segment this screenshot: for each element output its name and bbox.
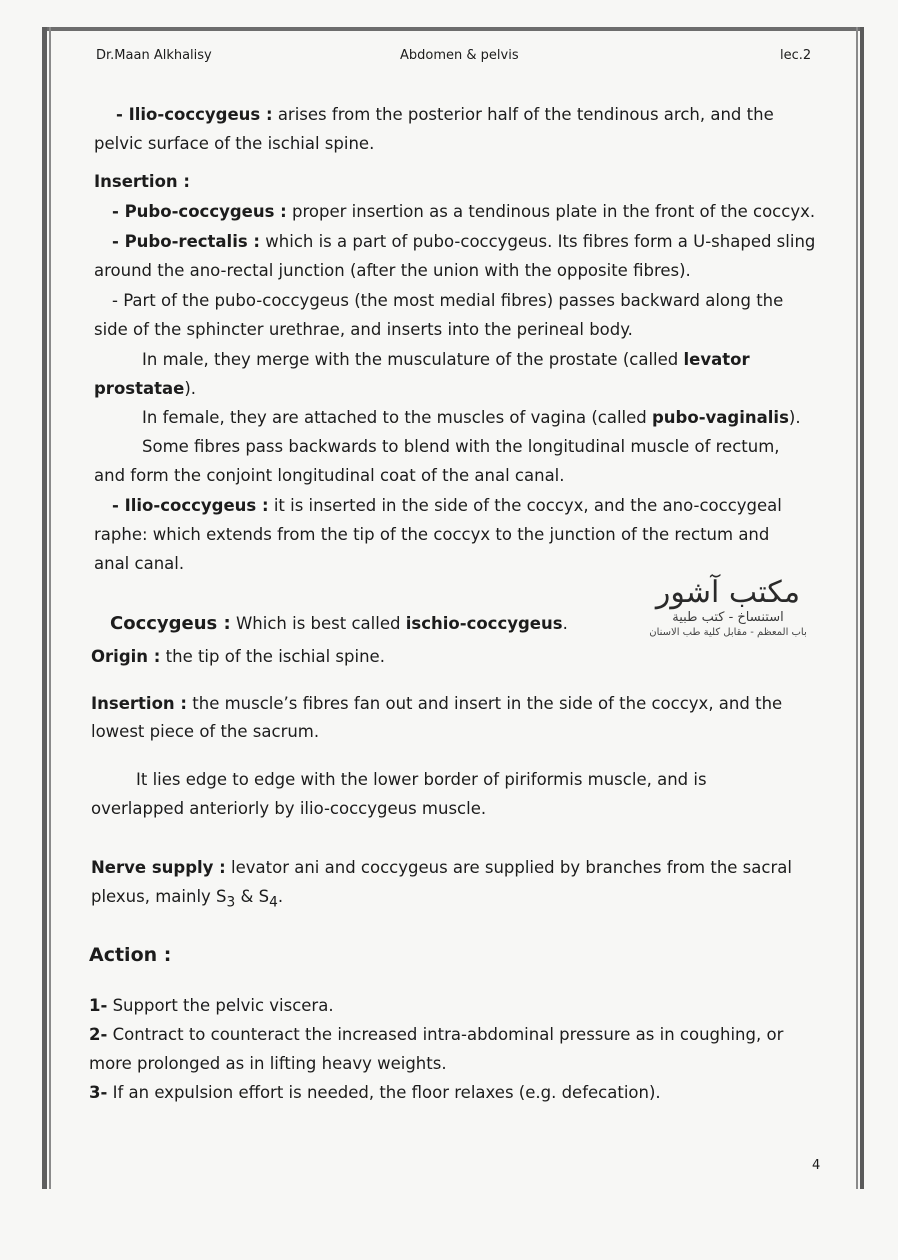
paragraph-line: and form the conjoint longitudinal coat of the anal canal. — [94, 466, 565, 485]
paragraph-line: more prolonged as in lifting heavy weights. — [89, 1054, 447, 1073]
page-border-top — [42, 27, 864, 31]
paragraph-coccygeus: Coccygeus : Which is best called ischio-coccygeus. — [110, 613, 568, 634]
page-border-right — [860, 27, 864, 1189]
action-item-1: 1- Support the pelvic viscera. — [89, 996, 334, 1015]
paragraph-origin: Origin : the tip of the ischial spine. — [91, 647, 385, 666]
bookshop-stamp — [628, 576, 828, 656]
paragraph-pubo-rectalis: - Pubo-rectalis : which is a part of pubo-coccygeus. Its fibres form a U-shaped sling — [112, 232, 816, 251]
paragraph-insertion2: Insertion : the muscle’s fibres fan out and insert in the side of the coccyx, and the — [91, 694, 783, 713]
action-item-3: 3- If an expulsion effort is needed, the floor relaxes (e.g. defecation). — [89, 1083, 661, 1102]
paragraph-pubo-coccygeus: - Pubo-coccygeus : proper insertion as a tendinous plate in the front of the coccyx. — [112, 202, 816, 221]
stamp-line1: استنساخ - كتب طبية — [672, 610, 784, 625]
paragraph-ilio-origin: - Ilio-coccygeus : arises from the posterior half of the tendinous arch, and the — [116, 105, 774, 124]
paragraph-ilio-insertion: - Ilio-coccygeus : it is inserted in the side of the coccyx, and the ano-coccygeal — [112, 496, 782, 515]
paragraph-female: In female, they are attached to the muscles of vagina (called pubo-vaginalis). — [142, 408, 801, 427]
paragraph-line: lowest piece of the sacrum. — [91, 722, 320, 741]
stamp-line2: باب المعظم - مقابل كلية طب الاسنان — [649, 627, 807, 638]
paragraph-line: pelvic surface of the ischial spine. — [94, 134, 375, 153]
heading-insertion: Insertion : — [94, 172, 191, 191]
header-subject: Abdomen & pelvis — [400, 48, 519, 63]
stamp-title: مكتب آشور — [655, 575, 801, 610]
paragraph-line: plexus, mainly $S_3$ & $S_4$. — [91, 887, 284, 911]
paragraph-line: anal canal. — [94, 554, 185, 573]
header-lecture: lec.2 — [780, 48, 812, 63]
page-border-right-inner — [856, 27, 858, 1189]
page-border-left-inner — [49, 27, 51, 1189]
paragraph-male: In male, they merge with the musculature of the prostate (called levator — [142, 350, 750, 369]
paragraph-line: prostatae). — [94, 379, 197, 398]
paragraph-fibres: Some fibres pass backwards to blend with the longitudinal muscle of rectum, — [142, 437, 780, 456]
header-author: Dr.Maan Alkhalisy — [96, 48, 212, 63]
paragraph-part: - Part of the pubo-coccygeus (the most medial fibres) passes backward along the — [112, 291, 784, 310]
term-ilio-coccygeus: - Ilio-coccygeus : — [116, 105, 273, 124]
heading-action: Action : — [89, 944, 172, 966]
paragraph-nerve: Nerve supply : levator ani and coccygeus are supplied by branches from the sacral — [91, 858, 792, 877]
paragraph-line: side of the sphincter urethrae, and inserts into the perineal body. — [94, 320, 633, 339]
page-number: 4 — [812, 1158, 821, 1173]
action-item-2: 2- Contract to counteract the increased intra-abdominal pressure as in coughing, or — [89, 1025, 784, 1044]
paragraph-line: around the ano-rectal junction (after the union with the opposite fibres). — [94, 261, 691, 280]
page-border-left — [42, 27, 47, 1189]
paragraph-line: overlapped anteriorly by ilio-coccygeus muscle. — [91, 799, 487, 818]
paragraph-line: raphe: which extends from the tip of the coccyx to the junction of the rectum and — [94, 525, 770, 544]
paragraph-lies: It lies edge to edge with the lower border of piriformis muscle, and is — [136, 770, 707, 789]
